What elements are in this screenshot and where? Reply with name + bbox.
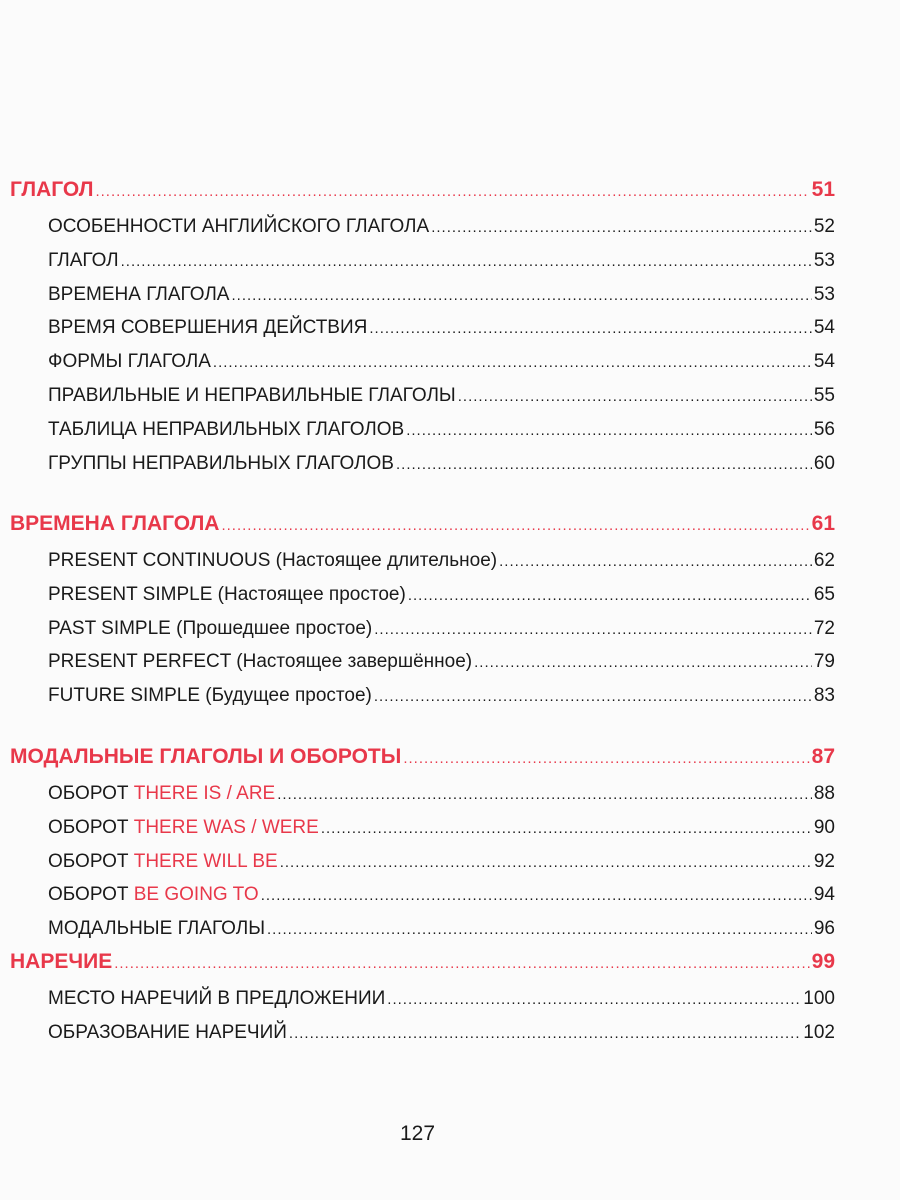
section-page: 61 [811, 512, 835, 535]
entry-page: 53 [813, 249, 835, 271]
entry-page: 96 [813, 918, 835, 940]
entry-label: ТАБЛИЦА НЕПРАВИЛЬНЫХ ГЛАГОЛОВ [48, 418, 405, 440]
toc-entry [48, 385, 835, 407]
entry-highlight: BE GOING TO [133, 884, 259, 906]
entry-label-wrap [48, 216, 429, 238]
toc-section-heading [10, 950, 835, 974]
entry-page: 88 [813, 783, 835, 804]
dot-leader [374, 688, 812, 705]
entry-page: 83 [813, 685, 835, 707]
entry-page: 54 [813, 317, 835, 339]
toc-entry [48, 453, 835, 475]
entry-label: ОБОРОТ [48, 816, 129, 838]
section-title: ВРЕМЕНА ГЛАГОЛА [10, 512, 220, 535]
dot-leader [396, 456, 812, 473]
section-title: НАРЕЧИЕ [10, 950, 113, 973]
toc-entry [48, 783, 835, 805]
entry-label: ГРУППЫ НЕПРАВИЛЬНЫХ ГЛАГОЛОВ [48, 452, 394, 474]
section-title: ГЛАГОЛ [10, 178, 94, 201]
entry-label-wrap [48, 351, 211, 373]
toc-entry [48, 988, 835, 1010]
toc-entry [48, 651, 835, 673]
toc-section-heading [10, 178, 835, 202]
dot-leader [458, 388, 812, 405]
toc-entry [48, 550, 835, 572]
entry-label: МОДАЛЬНЫЕ ГЛАГОЛЫ [48, 918, 266, 940]
toc-entry [48, 918, 835, 940]
entry-page: 52 [813, 216, 835, 237]
toc-entry [48, 351, 835, 373]
entry-label: PRESENT CONTINUOUS (Настоящее длительное) [48, 550, 498, 571]
dot-leader [406, 422, 812, 439]
entry-label-wrap [48, 250, 119, 272]
entry-label-wrap [48, 817, 319, 839]
entry-page: 92 [813, 850, 835, 872]
entry-page: 53 [813, 283, 835, 305]
entry-label-wrap [48, 284, 229, 306]
toc-entry [48, 817, 835, 839]
entry-page: 56 [813, 418, 835, 440]
dot-leader [369, 320, 812, 337]
entry-label-wrap [48, 618, 372, 640]
toc-entry [48, 419, 835, 441]
entry-highlight: THERE IS / ARE [133, 783, 276, 804]
entry-label: PRESENT PERFECT (Настоящее завершённое) [48, 651, 473, 673]
dot-leader [431, 219, 812, 236]
entry-page: 65 [813, 583, 835, 605]
toc-entry [48, 1022, 835, 1044]
dot-leader [321, 820, 812, 837]
entry-label-wrap [48, 550, 497, 572]
entry-label: ПРАВИЛЬНЫЕ И НЕПРАВИЛЬНЫЕ ГЛАГОЛЫ [48, 385, 456, 406]
section-page: 87 [811, 745, 835, 768]
page-number: 127 [399, 1122, 436, 1145]
dot-leader [213, 354, 812, 371]
entry-label: ОБОРОТ [48, 783, 129, 804]
toc-entry [48, 851, 835, 873]
entry-label-wrap [48, 1022, 287, 1044]
entry-label-wrap [48, 918, 265, 940]
entry-page: 72 [813, 617, 835, 639]
toc-entry [48, 250, 835, 272]
entry-label-wrap [48, 651, 472, 673]
entry-label: ОБОРОТ [48, 850, 129, 872]
entry-label: FUTURE SIMPLE (Будущее простое) [48, 685, 372, 707]
entry-label-wrap [48, 453, 394, 475]
dot-leader [95, 183, 809, 200]
entry-label-wrap [48, 685, 372, 707]
entry-page: 94 [813, 884, 835, 906]
dot-leader [387, 991, 801, 1008]
toc-entry [48, 317, 835, 339]
dot-leader [499, 553, 812, 570]
entry-label: ФОРМЫ ГЛАГОЛА [48, 351, 211, 373]
entry-page: 100 [803, 988, 835, 1009]
entry-page: 55 [813, 385, 835, 406]
dot-leader [114, 955, 809, 972]
dot-leader [403, 750, 809, 767]
toc-entry [48, 884, 835, 906]
entry-label: МЕСТО НАРЕЧИЙ В ПРЕДЛОЖЕНИИ [48, 988, 386, 1009]
entry-page: 54 [813, 351, 835, 373]
entry-label-wrap [48, 419, 404, 441]
dot-leader [408, 587, 812, 604]
entry-label: ОБРАЗОВАНИЕ НАРЕЧИЙ [48, 1021, 287, 1043]
section-page: 99 [811, 950, 835, 973]
entry-label-wrap [48, 385, 456, 407]
entry-label: ОБОРОТ [48, 884, 129, 906]
toc-entry [48, 584, 835, 606]
dot-leader [121, 253, 812, 270]
entry-label: PAST SIMPLE (Прошедшее простое) [48, 617, 373, 639]
entry-label: ВРЕМЕНА ГЛАГОЛА [48, 283, 230, 305]
entry-label-wrap [48, 317, 367, 339]
entry-page: 60 [813, 452, 835, 474]
toc-entry [48, 216, 835, 238]
section-title: МОДАЛЬНЫЕ ГЛАГОЛЫ И ОБОРОТЫ [10, 745, 402, 768]
dot-leader [474, 654, 812, 671]
entry-page: 79 [813, 651, 835, 673]
dot-leader [280, 854, 812, 871]
entry-highlight: THERE WILL BE [133, 850, 278, 872]
entry-page: 102 [803, 1021, 835, 1043]
dot-leader [261, 887, 812, 904]
entry-label-wrap [48, 988, 385, 1010]
dot-leader [277, 786, 812, 803]
entry-label-wrap [48, 884, 259, 906]
toc-entry [48, 618, 835, 640]
dot-leader [231, 287, 811, 304]
entry-label-wrap [48, 584, 406, 606]
dot-leader [221, 517, 809, 534]
entry-label-wrap [48, 851, 278, 873]
entry-highlight: THERE WAS / WERE [133, 816, 319, 838]
toc-entry [48, 284, 835, 306]
dot-leader [267, 921, 812, 938]
dot-leader [374, 621, 812, 638]
entry-label: ГЛАГОЛ [48, 249, 119, 271]
entry-page: 90 [813, 816, 835, 838]
entry-label: ОСОБЕННОСТИ АНГЛИЙСКОГО ГЛАГОЛА [48, 216, 430, 237]
toc-section-heading [10, 512, 835, 536]
toc-entry [48, 685, 835, 707]
dot-leader [289, 1025, 801, 1042]
entry-page: 62 [813, 550, 835, 571]
entry-label-wrap [48, 783, 275, 805]
entry-label: PRESENT SIMPLE (Настоящее простое) [48, 583, 406, 605]
entry-label: ВРЕМЯ СОВЕРШЕНИЯ ДЕЙСТВИЯ [48, 317, 368, 339]
toc-section-heading [10, 745, 835, 769]
section-page: 51 [811, 178, 835, 201]
